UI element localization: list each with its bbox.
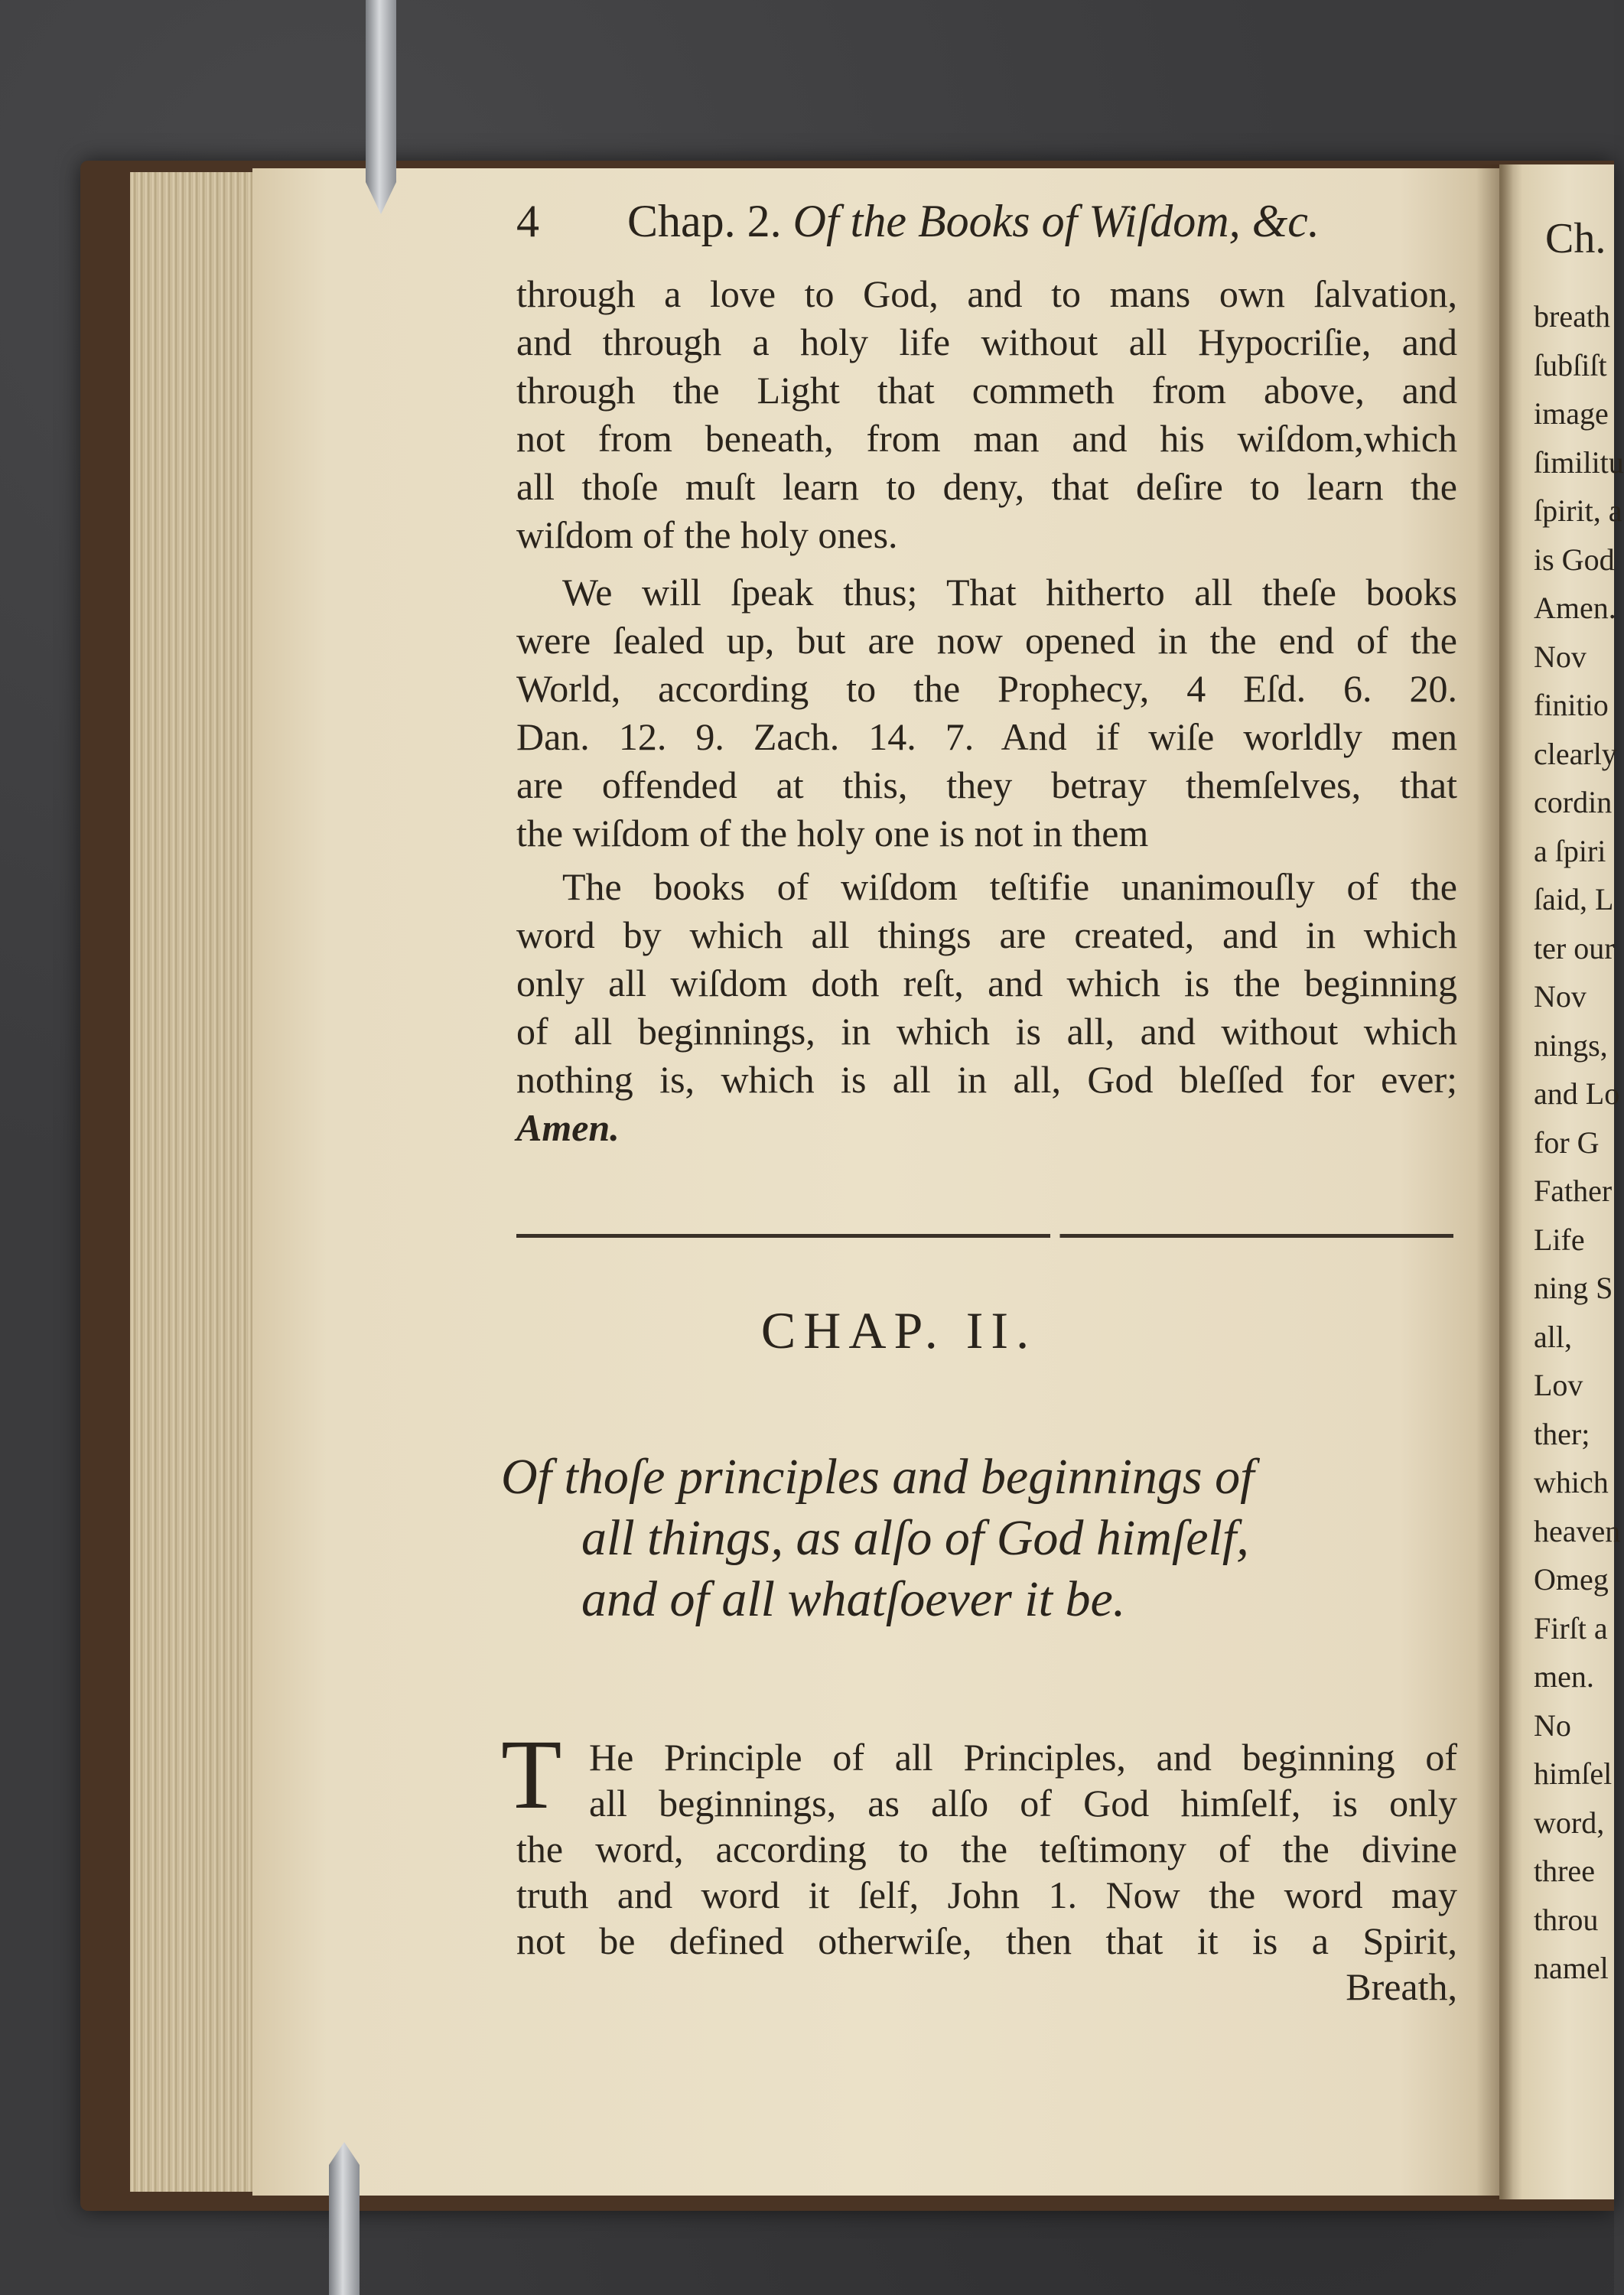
facing-page-word: clearly <box>1534 736 1617 771</box>
running-head-chapter: Chap. 2. <box>627 196 782 246</box>
chapter-title-line: and of all whatſoever it be. <box>581 1571 1126 1627</box>
facing-page-word: Omeg <box>1534 1562 1609 1597</box>
body-line: the word, according to the teſtimony of the divine <box>516 1828 1457 1870</box>
body-line: Breath, <box>1346 1965 1457 2008</box>
facing-page-word: ning S <box>1534 1271 1613 1305</box>
facing-page-word: throu <box>1534 1902 1599 1937</box>
text-line: through a love to God, and to mans own ſalvation, <box>516 272 1457 315</box>
text-line: not from beneath, from man and his wiſdom,which <box>516 417 1457 460</box>
clamp-top <box>366 0 396 214</box>
text-line: We will ſpeak thus; That hitherto all theſe books <box>562 571 1457 614</box>
facing-page-word: finitio <box>1534 688 1609 722</box>
clamp-bottom <box>329 2142 360 2295</box>
facing-page-word: Father <box>1534 1174 1613 1208</box>
facing-page-word: ter our <box>1534 930 1615 965</box>
facing-page-word: which <box>1534 1465 1609 1499</box>
facing-page-word: himſel <box>1534 1756 1613 1791</box>
facing-page-word: Nov <box>1534 639 1587 674</box>
text-line: Amen. <box>516 1106 620 1149</box>
facing-page-word: Amen. <box>1534 591 1616 625</box>
facing-page-word: ſubſiſt <box>1534 347 1607 382</box>
page-edges <box>130 172 269 2192</box>
facing-page-word: ſimilitu <box>1534 444 1624 480</box>
chapter-heading: CHAP. II. <box>760 1301 1037 1359</box>
body-line: not be defined otherwiſe, then that it is a Spirit, <box>516 1919 1457 1962</box>
facing-page-word: nings, <box>1534 1027 1608 1063</box>
text-line: through the Light that commeth from above, and <box>516 369 1457 412</box>
body-line: truth and word it ſelf, John 1. Now the word may <box>516 1873 1457 1916</box>
text-line: the wiſdom of the holy one is not in them <box>516 812 1149 855</box>
text-line: all thoſe muſt learn to deny, that deſire to learn the <box>516 465 1457 508</box>
facing-page-word: three <box>1534 1854 1595 1888</box>
text-line: Dan. 12. 9. Zach. 14. 7. And if wiſe worldly men <box>516 715 1457 758</box>
facing-page-word: ſaid, L <box>1534 882 1614 916</box>
facing-page-word: for G <box>1534 1125 1600 1160</box>
facing-page-word: and Lo <box>1534 1076 1620 1111</box>
facing-page-word: namel <box>1534 1951 1609 1985</box>
facing-page-word: is God <box>1534 542 1615 577</box>
text-line: The books of wiſdom teſtifie unanimouſly of the <box>562 865 1457 908</box>
chapter-title-line: Of thoſe principles and beginnings of <box>501 1449 1255 1505</box>
facing-page-word: all, <box>1534 1319 1572 1354</box>
text-line: and through a holy life without all Hypocriſie, and <box>516 321 1457 363</box>
facing-page-word: cordin <box>1534 785 1613 819</box>
text-line: nothing is, which is all in all, God bleſſed for ever; <box>516 1058 1457 1101</box>
facing-page-word: image <box>1534 396 1609 431</box>
text-line: wiſdom of the holy ones. <box>516 513 898 556</box>
facing-page-word: a ſpiri <box>1534 833 1606 868</box>
page-number: 4 <box>516 196 539 246</box>
running-head-title: Of the Books of Wiſdom, &c. <box>792 196 1320 246</box>
facing-page-word: Nov <box>1534 979 1587 1014</box>
facing-page-word: word, <box>1534 1805 1605 1840</box>
body-line: He Principle of all Principles, and beginning of <box>589 1736 1457 1779</box>
facing-page-word: heaven <box>1534 1513 1621 1548</box>
text-line: World, according to the Prophecy, 4 Eſd. 6. 20. <box>516 667 1457 710</box>
facing-page-word: ther; <box>1534 1416 1590 1451</box>
text-line: of all beginnings, in which is all, and without which <box>516 1010 1457 1053</box>
facing-page-word: Lov <box>1534 1368 1583 1402</box>
text-column <box>501 0 1465 2295</box>
facing-page-word: No <box>1534 1707 1571 1743</box>
drop-cap: T <box>501 1720 562 1830</box>
text-line: word by which all things are created, and in which <box>516 913 1457 956</box>
chapter-title-line: all things, as alſo of God himſelf, <box>581 1510 1249 1566</box>
text-line: were ſealed up, but are now opened in the end of the <box>516 619 1457 662</box>
text-line: are offended at this, they betray themſelves, that <box>516 763 1457 806</box>
body-line: all beginnings, as alſo of God himſelf, is only <box>589 1782 1457 1825</box>
facing-page-word: ſpirit, a <box>1534 493 1622 528</box>
facing-page-head: Ch. <box>1545 215 1606 262</box>
facing-page-word: men. <box>1534 1659 1594 1694</box>
facing-page-word: Firſt a <box>1534 1610 1608 1646</box>
gutter-shadow <box>1476 164 1522 2199</box>
text-line: only all wiſdom doth reſt, and which is the beginning <box>516 962 1457 1004</box>
section-rule <box>516 1234 1453 1238</box>
facing-page-word: breath <box>1534 299 1610 334</box>
facing-page-word: Life <box>1534 1222 1585 1257</box>
